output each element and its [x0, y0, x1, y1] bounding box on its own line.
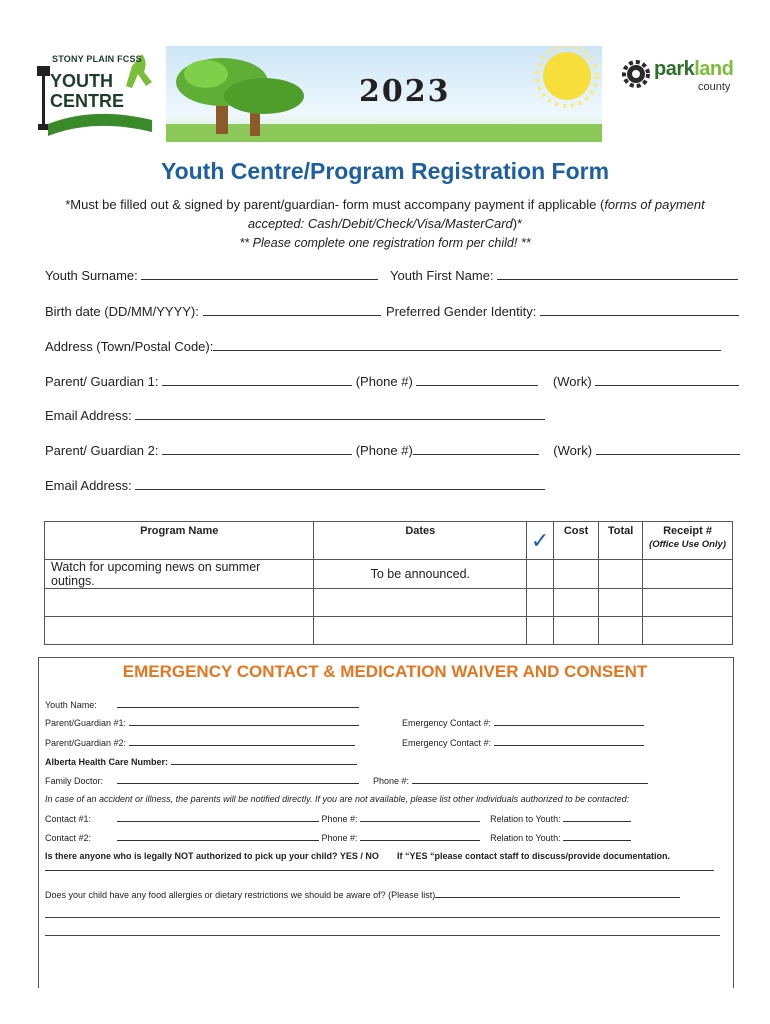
e-contact2-phone-label: Phone #:: [321, 833, 358, 843]
first-name-label: Youth First Name:: [390, 268, 494, 283]
e-pg2-row: [45, 737, 355, 748]
e-contact1-phone-label: Phone #:: [321, 814, 358, 824]
parent1-work-label: (Work): [552, 374, 592, 389]
e-pickup-question: Is there anyone who is legally NOT authorized to pick up your child? YES / NO: [45, 851, 379, 861]
total-cell[interactable]: [599, 589, 643, 617]
e-contact1-label: Contact #1:: [45, 814, 92, 824]
e-pg2-label: Parent/Guardian #2:: [45, 738, 127, 748]
divider: [45, 870, 714, 871]
e-contact1-field[interactable]: [117, 813, 319, 822]
e-contact2-rel-label: Relation to Youth:: [490, 833, 561, 843]
birth-date-label: Birth date (DD/MM/YYYY):: [45, 304, 199, 319]
e-doctor-phone-row: [373, 775, 648, 786]
col-dates: Dates: [314, 522, 527, 560]
table-header-row: [45, 522, 733, 560]
e-pg1-row: [45, 717, 359, 728]
e-ec2-field[interactable]: [494, 737, 644, 746]
e-ahc-row: [45, 756, 357, 767]
address-field[interactable]: [213, 339, 721, 351]
logo-line1: STONY PLAIN FCSS: [52, 54, 142, 64]
email2-label: Email Address:: [45, 478, 132, 493]
e-contact2-label: Contact #2:: [45, 833, 92, 843]
e-allergy-field[interactable]: [435, 889, 680, 898]
parent2-row: [45, 443, 740, 458]
e-doctor-phone-label: Phone #:: [373, 776, 410, 786]
e-ahc-field[interactable]: [171, 756, 357, 765]
e-contact1-row: [45, 813, 631, 824]
table-row: [45, 589, 733, 617]
checkmark-icon: ✓: [530, 527, 550, 553]
parent2-field[interactable]: [162, 443, 352, 455]
receipt-cell[interactable]: [643, 589, 733, 617]
parent2-phone-label: (Phone #): [355, 443, 413, 458]
banner-year: 2023: [359, 74, 451, 109]
e-contact2-phone-field[interactable]: [360, 832, 480, 841]
dates-cell[interactable]: To be announced.: [314, 560, 527, 589]
col-check: [527, 522, 554, 560]
e-contact2-rel-field[interactable]: [563, 832, 631, 841]
logo-word-land: land: [694, 58, 734, 80]
e-pg1-label: Parent/Guardian #1:: [45, 718, 127, 728]
surname-row: [45, 268, 378, 283]
col-total: Total: [599, 522, 643, 560]
e-contact2-field[interactable]: [117, 832, 319, 841]
gender-field[interactable]: [540, 304, 739, 316]
gender-label: Preferred Gender Identity:: [386, 304, 537, 319]
allergy-line-2[interactable]: [45, 935, 720, 936]
logo-word-park: park: [654, 58, 695, 80]
e-doctor-label: Family Doctor:: [45, 776, 104, 786]
logo-county: county: [698, 81, 731, 93]
e-contact1-rel-field[interactable]: [563, 813, 631, 822]
receipt-office-note: (Office Use Only): [649, 539, 726, 550]
total-cell[interactable]: [599, 617, 643, 645]
receipt-cell[interactable]: [643, 617, 733, 645]
e-youth-name-label: Youth Name:: [45, 700, 97, 710]
check-cell[interactable]: [527, 589, 554, 617]
e-contact1-phone-field[interactable]: [360, 813, 480, 822]
parent1-phone-field[interactable]: [416, 374, 538, 386]
payment-note-a: *Must be filled out & signed by parent/guardian- form must accompany payment if applicable (: [65, 197, 605, 212]
check-cell[interactable]: [527, 560, 554, 589]
email2-row: [45, 478, 545, 493]
banner-image: [166, 46, 602, 142]
parent1-label: Parent/ Guardian 1:: [45, 374, 159, 389]
birth-date-field[interactable]: [203, 304, 381, 316]
page-title: Youth Centre/Program Registration Form: [160, 158, 610, 184]
dates-cell[interactable]: [314, 617, 527, 645]
parent1-field[interactable]: [162, 374, 352, 386]
col-program-name: Program Name: [45, 522, 314, 560]
allergy-line-1[interactable]: [45, 917, 720, 918]
gear-icon: [622, 60, 650, 88]
col-cost: Cost: [554, 522, 599, 560]
program-cell[interactable]: Watch for upcoming news on summer outings.: [45, 560, 314, 589]
parent2-work-label: (Work): [553, 443, 593, 458]
table-row: [45, 560, 733, 589]
email1-field[interactable]: [135, 408, 545, 420]
email1-row: [45, 408, 545, 423]
first-name-row: [390, 268, 738, 283]
e-doctor-phone-field[interactable]: [412, 775, 648, 784]
payment-note: [40, 195, 730, 233]
table-row: [45, 617, 733, 645]
e-contact2-row: [45, 832, 631, 843]
parkland-county-logo: [622, 58, 744, 98]
cost-cell[interactable]: [554, 560, 599, 589]
payment-note-c: )*: [512, 216, 523, 231]
address-row: [45, 339, 721, 354]
e-ec2-row: [402, 737, 644, 748]
e-ec1-row: [402, 717, 644, 728]
receipt-cell[interactable]: [643, 560, 733, 589]
e-contact1-rel-label: Relation to Youth:: [490, 814, 561, 824]
logo-wordmark: [654, 58, 733, 81]
parent1-row: [45, 374, 739, 389]
check-cell[interactable]: [527, 617, 554, 645]
col-receipt: [643, 522, 733, 560]
surname-field[interactable]: [141, 268, 378, 280]
receipt-header-label: Receipt #: [663, 525, 712, 537]
e-ec2-label: Emergency Contact #:: [402, 738, 492, 748]
e-youth-name-row: [45, 699, 359, 710]
email2-field[interactable]: [135, 478, 545, 490]
e-doctor-row: [45, 775, 359, 786]
dates-cell[interactable]: [314, 589, 527, 617]
e-allergy-row: [45, 889, 680, 900]
e-notice: In case of an accident or illness, the parents will be notified directly. If you are not available, please list other individuals authorized to be contacted:: [45, 794, 630, 804]
program-cell[interactable]: [45, 617, 314, 645]
birth-date-row: [45, 304, 381, 319]
first-name-field[interactable]: [497, 268, 738, 280]
e-pg1-field[interactable]: [129, 717, 359, 726]
gender-row: [386, 304, 739, 319]
cost-cell[interactable]: [554, 589, 599, 617]
email1-label: Email Address:: [45, 408, 132, 423]
logo-line3: CENTRE: [50, 91, 125, 111]
youth-centre-logo: [34, 44, 162, 140]
address-label: Address (Town/Postal Code):: [45, 339, 214, 354]
emergency-title: EMERGENCY CONTACT & MEDICATION WAIVER AND CONSENT: [122, 662, 648, 681]
e-allergy-label: Does your child have any food allergies or dietary restrictions we should be aware of? (Please list): [45, 890, 436, 900]
logo-line2: YOUTH: [50, 71, 113, 91]
e-pickup-note: If “YES “please contact staff to discuss/provide documentation.: [397, 851, 671, 861]
payment-note-b: forms of payment accepted: Cash/Debit/Check/Visa/MasterCard: [247, 197, 705, 231]
e-youth-name-field[interactable]: [117, 699, 359, 708]
parent2-label: Parent/ Guardian 2:: [45, 443, 159, 458]
e-doctor-field[interactable]: [117, 775, 359, 784]
one-form-note: ** Please complete one registration form per child! **: [239, 236, 531, 250]
total-cell[interactable]: [599, 560, 643, 589]
parent1-work-field[interactable]: [595, 374, 739, 386]
program-table: [44, 521, 733, 645]
parent2-work-field[interactable]: [596, 443, 740, 455]
program-cell[interactable]: [45, 589, 314, 617]
parent2-phone-field[interactable]: [413, 443, 539, 455]
e-pg2-field[interactable]: [129, 737, 355, 746]
parent1-phone-label: (Phone #): [355, 374, 413, 389]
e-ahc-label: Alberta Health Care Number:: [45, 757, 169, 767]
e-ec1-field[interactable]: [494, 717, 644, 726]
cost-cell[interactable]: [554, 617, 599, 645]
surname-label: Youth Surname:: [45, 268, 138, 283]
e-ec1-label: Emergency Contact #:: [402, 718, 492, 728]
